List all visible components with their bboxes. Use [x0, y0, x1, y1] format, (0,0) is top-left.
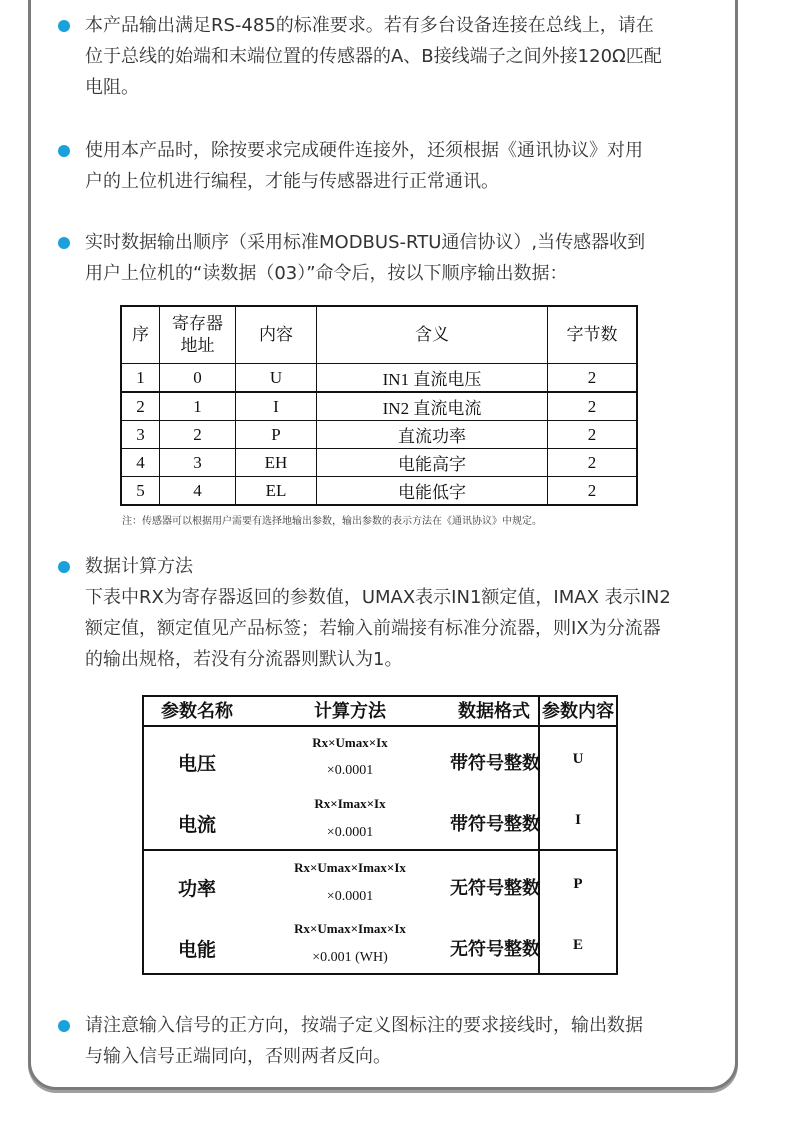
- table-cell: 2: [548, 477, 638, 506]
- table-cell: 4: [121, 449, 160, 477]
- table-cell: 2: [548, 421, 638, 449]
- formula-line: ×0.0001: [326, 763, 374, 778]
- param-name: 电能: [177, 940, 216, 961]
- table-header-row: [121, 306, 637, 364]
- bullet-dot-icon: [58, 237, 70, 249]
- calculation-table: [142, 695, 618, 975]
- data-format: 无符号整数: [450, 939, 540, 959]
- paragraph-calculation: 数据计算方法 下表中RX为寄存器返回的参数值，UMAX表示IN1额定值，IMAX 表示IN2 额定值，额定值见产品标签；若输入前端接有标准分流器，则IX为分流器 的输出规格，若没有分流器则默认为1。: [85, 556, 671, 670]
- table-header-cell: 数据格式: [458, 701, 530, 721]
- table-cell: 1: [160, 392, 236, 421]
- param-content: U: [572, 751, 584, 767]
- formula-line: ×0.001 (WH): [312, 950, 388, 965]
- table-cell: 2: [548, 392, 638, 421]
- table-cell: 2: [548, 364, 638, 393]
- paragraph-rs485: 本产品输出满足RS-485的标准要求。若有多台设备连接在总线上，请在 位于总线的始端和末端位置的传感器的A、B接线端子之间外接120Ω匹配 电阻。: [85, 15, 662, 98]
- table-header-cell: 字节数: [548, 306, 638, 364]
- bullet-dot-icon: [58, 1020, 70, 1032]
- table-cell: 2: [548, 449, 638, 477]
- table-cell: I: [236, 392, 317, 421]
- param-content: I: [575, 812, 581, 828]
- table-cell: EL: [236, 477, 317, 506]
- table-row: [121, 477, 637, 506]
- data-format: 无符号整数: [450, 878, 540, 898]
- param-content: E: [572, 937, 583, 953]
- data-format: 带符号整数: [450, 753, 540, 773]
- bullet-dot-icon: [58, 561, 70, 573]
- table-row: [121, 364, 637, 393]
- table-row: [121, 421, 637, 449]
- table-cell: 0: [160, 364, 236, 393]
- table-row: [121, 392, 637, 421]
- param-name: 功率: [177, 879, 216, 900]
- table-cell: 5: [121, 477, 160, 506]
- table-cell: 3: [121, 421, 160, 449]
- formula-line: Rx×Imax×Ix: [314, 796, 386, 811]
- table-divider: [144, 725, 616, 727]
- bullet-dot-icon: [58, 20, 70, 32]
- paragraph-protocol: 使用本产品时，除按要求完成硬件连接外，还须根据《通讯协议》对用 户的上位机进行编程，才能与传感器进行正常通讯。: [85, 140, 643, 192]
- table-row: [121, 449, 637, 477]
- formula-line: Rx×Umax×Imax×Ix: [294, 860, 406, 875]
- table-header-cell: 计算方法: [314, 701, 386, 721]
- table-header-cell: 序: [121, 306, 160, 364]
- table-cell: P: [236, 421, 317, 449]
- table-header-cell: 参数名称: [161, 701, 233, 721]
- table-cell: 电能高字: [317, 449, 548, 477]
- table-header-cell: 寄存器 地址: [160, 306, 236, 364]
- table-cell: 2: [121, 392, 160, 421]
- table-divider: [144, 849, 616, 851]
- table-cell: EH: [236, 449, 317, 477]
- register-table: [120, 305, 638, 506]
- param-content: P: [573, 876, 583, 892]
- table-cell: U: [236, 364, 317, 393]
- paragraph-output-order: 实时数据输出顺序（采用标准MODBUS-RTU通信协议）,当传感器收到 用户上位机的“读数据（03）”命令后，按以下顺序输出数据：: [85, 232, 646, 284]
- paragraph-polarity: 请注意输入信号的正方向，按端子定义图标注的要求接线时，输出数据 与输入信号正端同向，否则两者反向。: [85, 1015, 643, 1067]
- formula-line: Rx×Umax×Ix: [312, 735, 388, 750]
- table-cell: 电能低字: [317, 477, 548, 506]
- bullet-dot-icon: [58, 145, 70, 157]
- table-cell: IN1 直流电压: [317, 364, 548, 393]
- table-cell: 2: [160, 421, 236, 449]
- param-name: 电压: [177, 754, 216, 775]
- table-cell: 4: [160, 477, 236, 506]
- formula-line: ×0.0001: [326, 825, 374, 840]
- table-header-cell: 参数内容: [542, 701, 614, 721]
- data-format: 带符号整数: [450, 814, 540, 834]
- table-header-cell: 含义: [317, 306, 548, 364]
- param-name: 电流: [177, 815, 216, 836]
- table-cell: 直流功率: [317, 421, 548, 449]
- table-note: 注：传感器可以根据用户需要有选择地输出参数，输出参数的表示方法在《通讯协议》中规定。: [122, 516, 542, 527]
- table-cell: IN2 直流电流: [317, 392, 548, 421]
- formula-line: ×0.0001: [326, 889, 374, 904]
- formula-line: Rx×Umax×Imax×Ix: [294, 921, 406, 936]
- table-header-cell: 内容: [236, 306, 317, 364]
- table-cell: 3: [160, 449, 236, 477]
- table-cell: 1: [121, 364, 160, 393]
